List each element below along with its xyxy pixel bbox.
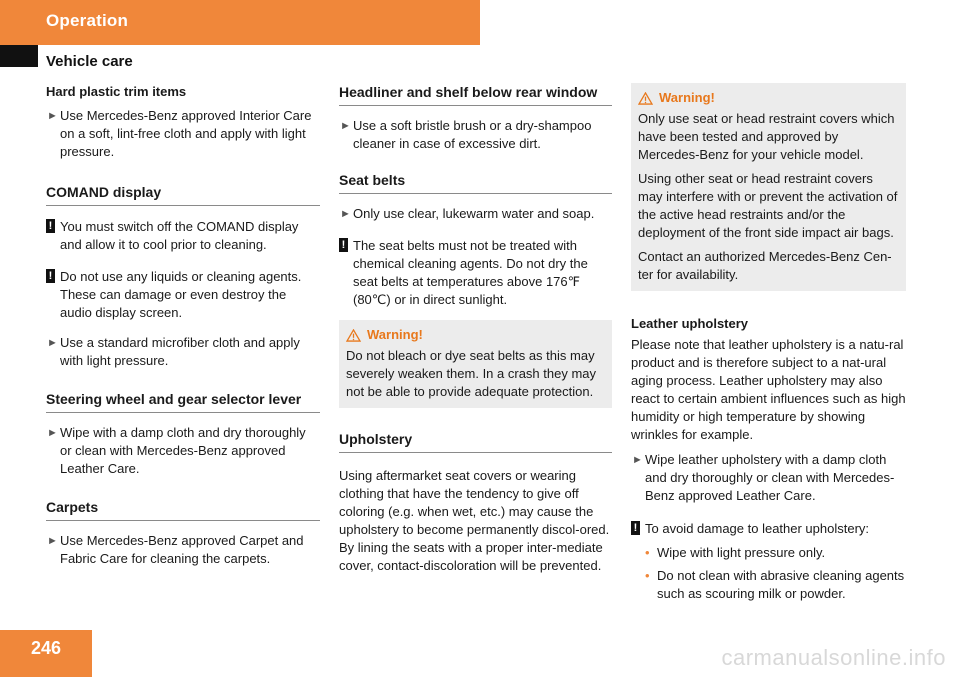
warning-box [339,320,612,408]
step-item [339,117,612,153]
step-item [46,334,320,370]
step-item [46,107,320,161]
note-item [631,520,906,538]
step-item [46,532,320,568]
page-number: 246 [30,638,62,658]
bullet-item [631,544,906,562]
warning-label: Warning! [659,90,715,105]
step-item [46,424,320,478]
warning-header [346,326,605,344]
exclamation-icon: ! [46,219,55,233]
note-item [339,237,612,309]
upholstery-paragraph: Using aftermarket seat covers or wearing clothing that have the tendency to give off coloring (e.g. when wet, etc.) may cause the upholstery to become permanently discol-ored. By lining the seats with a proper inter-mediate cover, contact-discoloration will be prevented. [339,468,610,573]
arrow-icon: ► [632,454,643,466]
step-text: Only use clear, lukewarm water and soap. [353,206,595,221]
section-title: Operation [46,11,129,30]
note-text: To avoid damage to leather upholstery: [645,521,870,536]
arrow-icon: ► [47,337,58,349]
warning-text: Only use seat or head restraint covers which have been tested and approved by Mercedes-Benz for your vehicle model. [638,111,895,162]
carpets-heading: Carpets [46,498,320,521]
trim-heading: Hard plastic trim items [46,84,187,99]
headliner-heading: Headliner and shelf below rear window [339,83,612,106]
column-1 [46,83,320,568]
step-text: Use Mercedes-Benz approved Interior Care on a soft, lint-free cloth and apply with light pressure. [60,108,312,159]
arrow-icon: ► [47,535,58,547]
leather-heading: Leather upholstery [631,316,749,331]
seatbelts-heading: Seat belts [339,171,612,194]
bullet-dot-icon: • [645,568,650,583]
note-item [46,268,320,322]
column-3 [631,83,906,603]
upholstery-heading: Upholstery [339,430,612,453]
warning-text: Using other seat or head restraint covers may interfere with or prevent the activation of the active head restraints and/or the deployment of the front side impact air bags. [638,171,898,240]
comand-heading: COMAND display [46,183,320,206]
note-item [46,218,320,254]
subsection-marker [0,45,38,67]
step-item [631,451,906,505]
note-text: The seat belts must not be treated with chemical cleaning agents. Do not dry the seat belts at temperatures above 176℉ (80℃) or in direct sunlight. [353,238,588,307]
bullet-text: Wipe with light pressure only. [657,545,826,560]
note-text: Do not use any liquids or cleaning agents. These can damage or even destroy the audio display screen. [60,269,302,320]
bullet-dot-icon: • [645,545,650,560]
warning-box [631,83,906,291]
subsection-title: Vehicle care [46,53,133,70]
warning-text: Do not bleach or dye seat belts as this may severely weaken them. In a crash they may not be able to provide adequate protection. [346,348,597,399]
step-text: Wipe with a damp cloth and dry thoroughly or clean with Mercedes-Benz approved Leather Care. [60,425,306,476]
exclamation-icon: ! [631,521,640,535]
arrow-icon: ► [340,208,351,220]
exclamation-icon: ! [339,238,348,252]
warning-header [638,89,899,107]
leather-paragraph: Please note that leather upholstery is a natu-ral product and is therefore subject to a nat-ural aging process. Leather upholstery may also react to certain ambient influences such as high humidity or high temperature by showing wrinkles for example. [631,337,906,442]
warning-label: Warning! [367,327,423,342]
warning-icon [638,92,653,105]
arrow-icon: ► [47,110,58,122]
warning-icon [346,329,361,342]
watermark: carmanualsonline.info [721,645,946,670]
exclamation-icon: ! [46,269,55,283]
column-2 [339,83,612,575]
arrow-icon: ► [340,120,351,132]
note-text: You must switch off the COMAND display and allow it to cool prior to cleaning. [60,219,299,252]
step-text: Wipe leather upholstery with a damp cloth and dry thoroughly or clean with Mercedes-Benz approved Leather Care. [645,452,895,503]
arrow-icon: ► [47,427,58,439]
step-text: Use a standard microfiber cloth and apply with light pressure. [60,335,300,368]
step-text: Use a soft bristle brush or a dry-shampoo cleaner in case of excessive dirt. [353,118,592,151]
steering-heading: Steering wheel and gear selector lever [46,390,320,413]
bullet-text: Do not clean with abrasive cleaning agents such as scouring milk or powder. [657,568,905,601]
bullet-item [631,567,906,603]
step-item [339,205,612,223]
warning-text: Contact an authorized Mercedes-Benz Cen-ter for availability. [638,249,892,282]
step-text: Use Mercedes-Benz approved Carpet and Fabric Care for cleaning the carpets. [60,533,304,566]
